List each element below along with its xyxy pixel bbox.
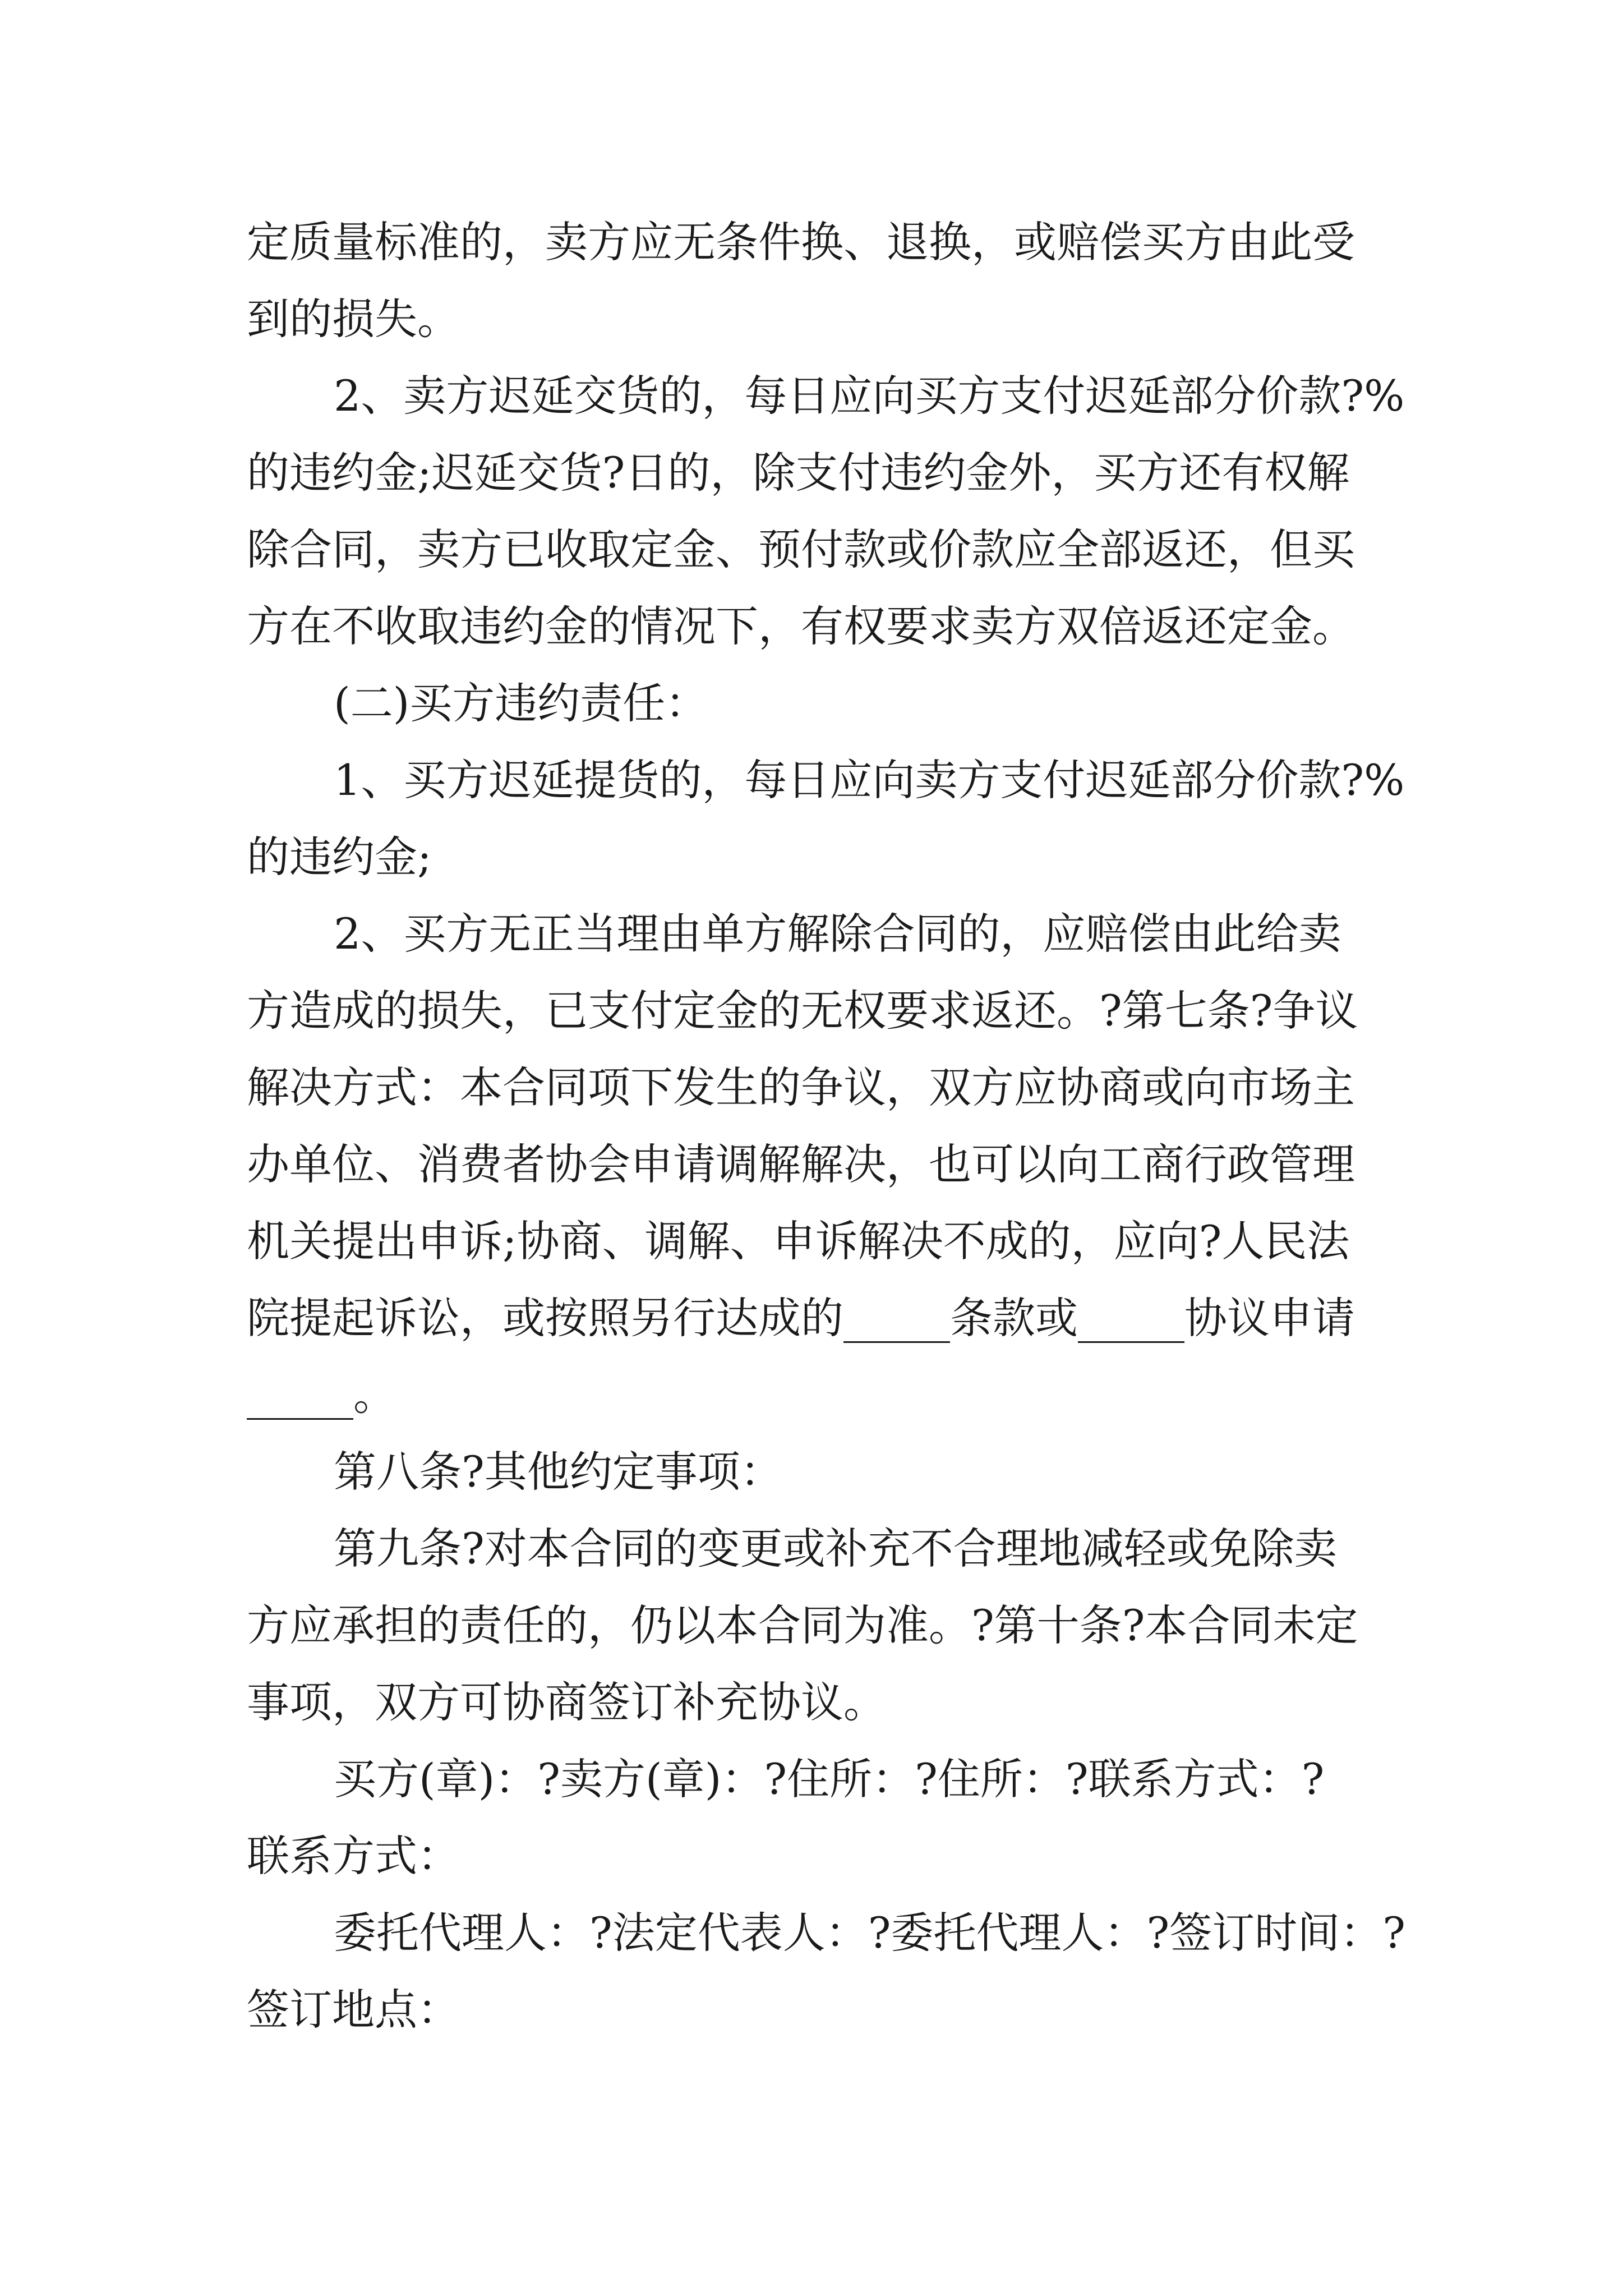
text-line: 的违约金; (247, 832, 432, 882)
text-line: 1、买方迟延提货的，每日应向卖方支付迟延部分价款?% (334, 755, 1405, 805)
text-line: 机关提出申诉;协商、调解、申诉解决不成的，应向?人民法 (247, 1216, 1350, 1266)
text-line: 方造成的损失，已支付定金的无权要求返还。?第七条?争议 (247, 986, 1358, 1036)
text-line: 买方(章)：?卖方(章)：?住所：?住所：?联系方式：? (334, 1754, 1325, 1804)
text-line: 2、卖方迟延交货的，每日应向买方支付迟延部分价款?% (334, 371, 1405, 421)
section-heading: (二)买方违约责任： (334, 678, 708, 728)
text-line: 第九条?对本合同的变更或补充不合理地减轻或免除卖 (334, 1524, 1337, 1573)
text-line: 方在不收取违约金的情况下，有权要求卖方双倍返还定金。 (247, 601, 1355, 651)
text-line: 第八条?其他约定事项： (334, 1447, 783, 1497)
text-line: 的违约金;迟延交货?日的，除支付违约金外，买方还有权解 (247, 448, 1350, 498)
text-line: 解决方式：本合同项下发生的争议，双方应协商或向市场主 (247, 1062, 1355, 1112)
text-line: 联系方式： (247, 1831, 460, 1881)
text-line: 方应承担的责任的，仍以本合同为准。?第十条?本合同未定 (247, 1600, 1358, 1650)
text-line: _____。 (247, 1370, 396, 1420)
text-line: 签订地点： (247, 1985, 460, 2035)
text-line: 院提起诉讼，或按照另行达成的_____条款或_____协议申请 (247, 1293, 1355, 1343)
text-line: 委托代理人：?法定代表人：?委托代理人：?签订时间：? (334, 1908, 1405, 1958)
text-line: 定质量标准的，卖方应无条件换、退换，或赔偿买方由此受 (247, 217, 1355, 267)
text-line: 办单位、消费者协会申请调解解决，也可以向工商行政管理 (247, 1139, 1355, 1189)
text-line: 事项，双方可协商签订补充协议。 (247, 1677, 886, 1727)
text-line: 除合同，卖方已收取定金、预付款或价款应全部返还，但买 (247, 524, 1355, 574)
text-line: 到的损失。 (247, 294, 460, 344)
text-line: 2、买方无正当理由单方解除合同的，应赔偿由此给卖 (334, 909, 1341, 959)
